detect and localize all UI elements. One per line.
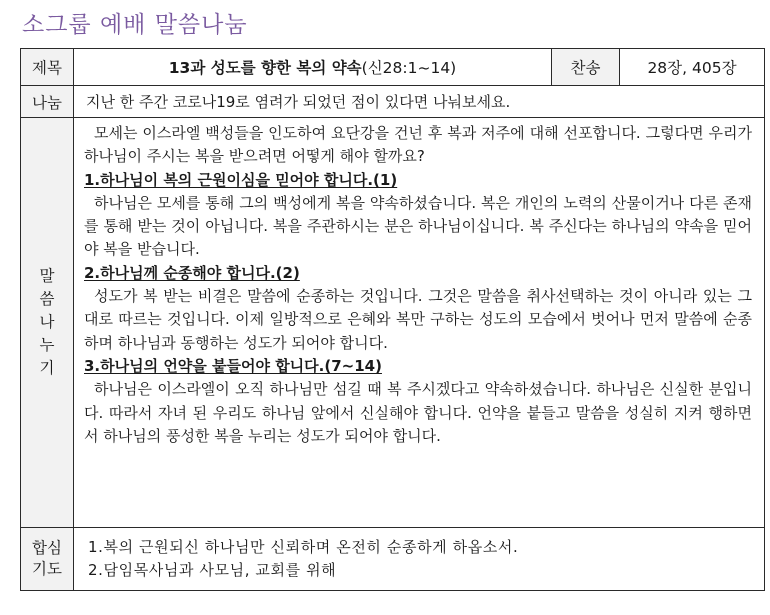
prayer-row [21,528,765,591]
hymn-label: 찬송 [552,49,620,86]
title-label: 제목 [21,49,74,86]
sermon-label-char: 누 [39,336,55,354]
point-body-3: 하나님은 이스라엘이 오직 하나님만 섬길 때 복 주시겠다고 약속하셨습니다. 하나님은 신실한 분입니다. 따라서 자녀 된 우리도 하나님 앞에서 신실해야 합니다. 언약을 붙들고 말씀을 성실히 지켜 행하면서 하나님의 풍성한 복을 누리는 성도가 되어야 합니다. [84,380,752,445]
lesson-title [74,49,552,86]
point-heading-1: 1.하나님이 복의 근원이심을 믿어야 합니다.(1) [84,170,398,189]
lesson-title-text: 13과 성도를 향한 복의 약속 [168,59,362,77]
sermon-label-char: 말 [39,267,55,285]
sermon-label-vertical [21,265,73,380]
worship-sheet-table [20,48,765,591]
sermon-label [21,118,74,528]
sermon-label-char: 나 [39,313,55,331]
point-heading-2: 2.하나님께 순종해야 합니다.(2) [84,263,300,282]
sermon-body [74,118,765,528]
sermon-intro: 모세는 이스라엘 백성들을 인도하여 요단강을 건넌 후 복과 저주에 대해 선포합니다. 그렇다면 우리가 하나님이 주시는 복을 받으려면 어떻게 해야 할까요? [84,124,752,166]
prayer-items [74,528,765,591]
prayer-item: 2.담임목사님과 사모님, 교회를 위해 [88,561,337,579]
page-title: 소그룹 예배 말씀나눔 [22,12,248,38]
share-label: 나눔 [21,86,74,118]
point-body-1: 하나님은 모세를 통해 그의 백성에게 복을 약속하셨습니다. 복은 개인의 노력의 산물이거나 다른 존재를 통해 받는 것이 아닙니다. 복을 주관하시는 분은 하나님이십니다. 복 주신다는 하나님의 약속을 믿어야 복을 받습니다. [84,193,752,259]
sermon-label-char: 기 [39,359,55,377]
point-body-2: 성도가 복 받는 비결은 말씀에 순종하는 것입니다. 그것은 말씀을 취사선택하는 것이 아니라 있는 그대로 따르는 것입니다. 이제 일방적으로 은혜와 복만 구하는 성도의 모습에서 벗어나 먼저 말씀에 순종하며 하나님과 동행하는 성도가 되어야 합니다. [84,287,752,352]
share-row [21,86,765,118]
share-prompt: 지난 한 주간 코로나19로 염려가 되었던 점이 있다면 나눠보세요. [74,86,765,118]
title-row [21,49,765,86]
prayer-label-line: 합심 [32,539,62,557]
hymn-value: 28장, 405장 [620,49,765,86]
scripture-reference: (신28:1~14) [361,59,457,77]
prayer-label-line: 기도 [32,560,62,578]
sermon-row [21,118,765,528]
sermon-label-char: 씀 [39,290,55,308]
prayer-item: 1.복의 근원되신 하나님만 신뢰하며 온전히 순종하게 하옵소서. [88,538,519,556]
point-heading-3: 3.하나님의 언약을 붙들어야 합니다.(7~14) [84,356,382,375]
prayer-label [21,528,74,591]
